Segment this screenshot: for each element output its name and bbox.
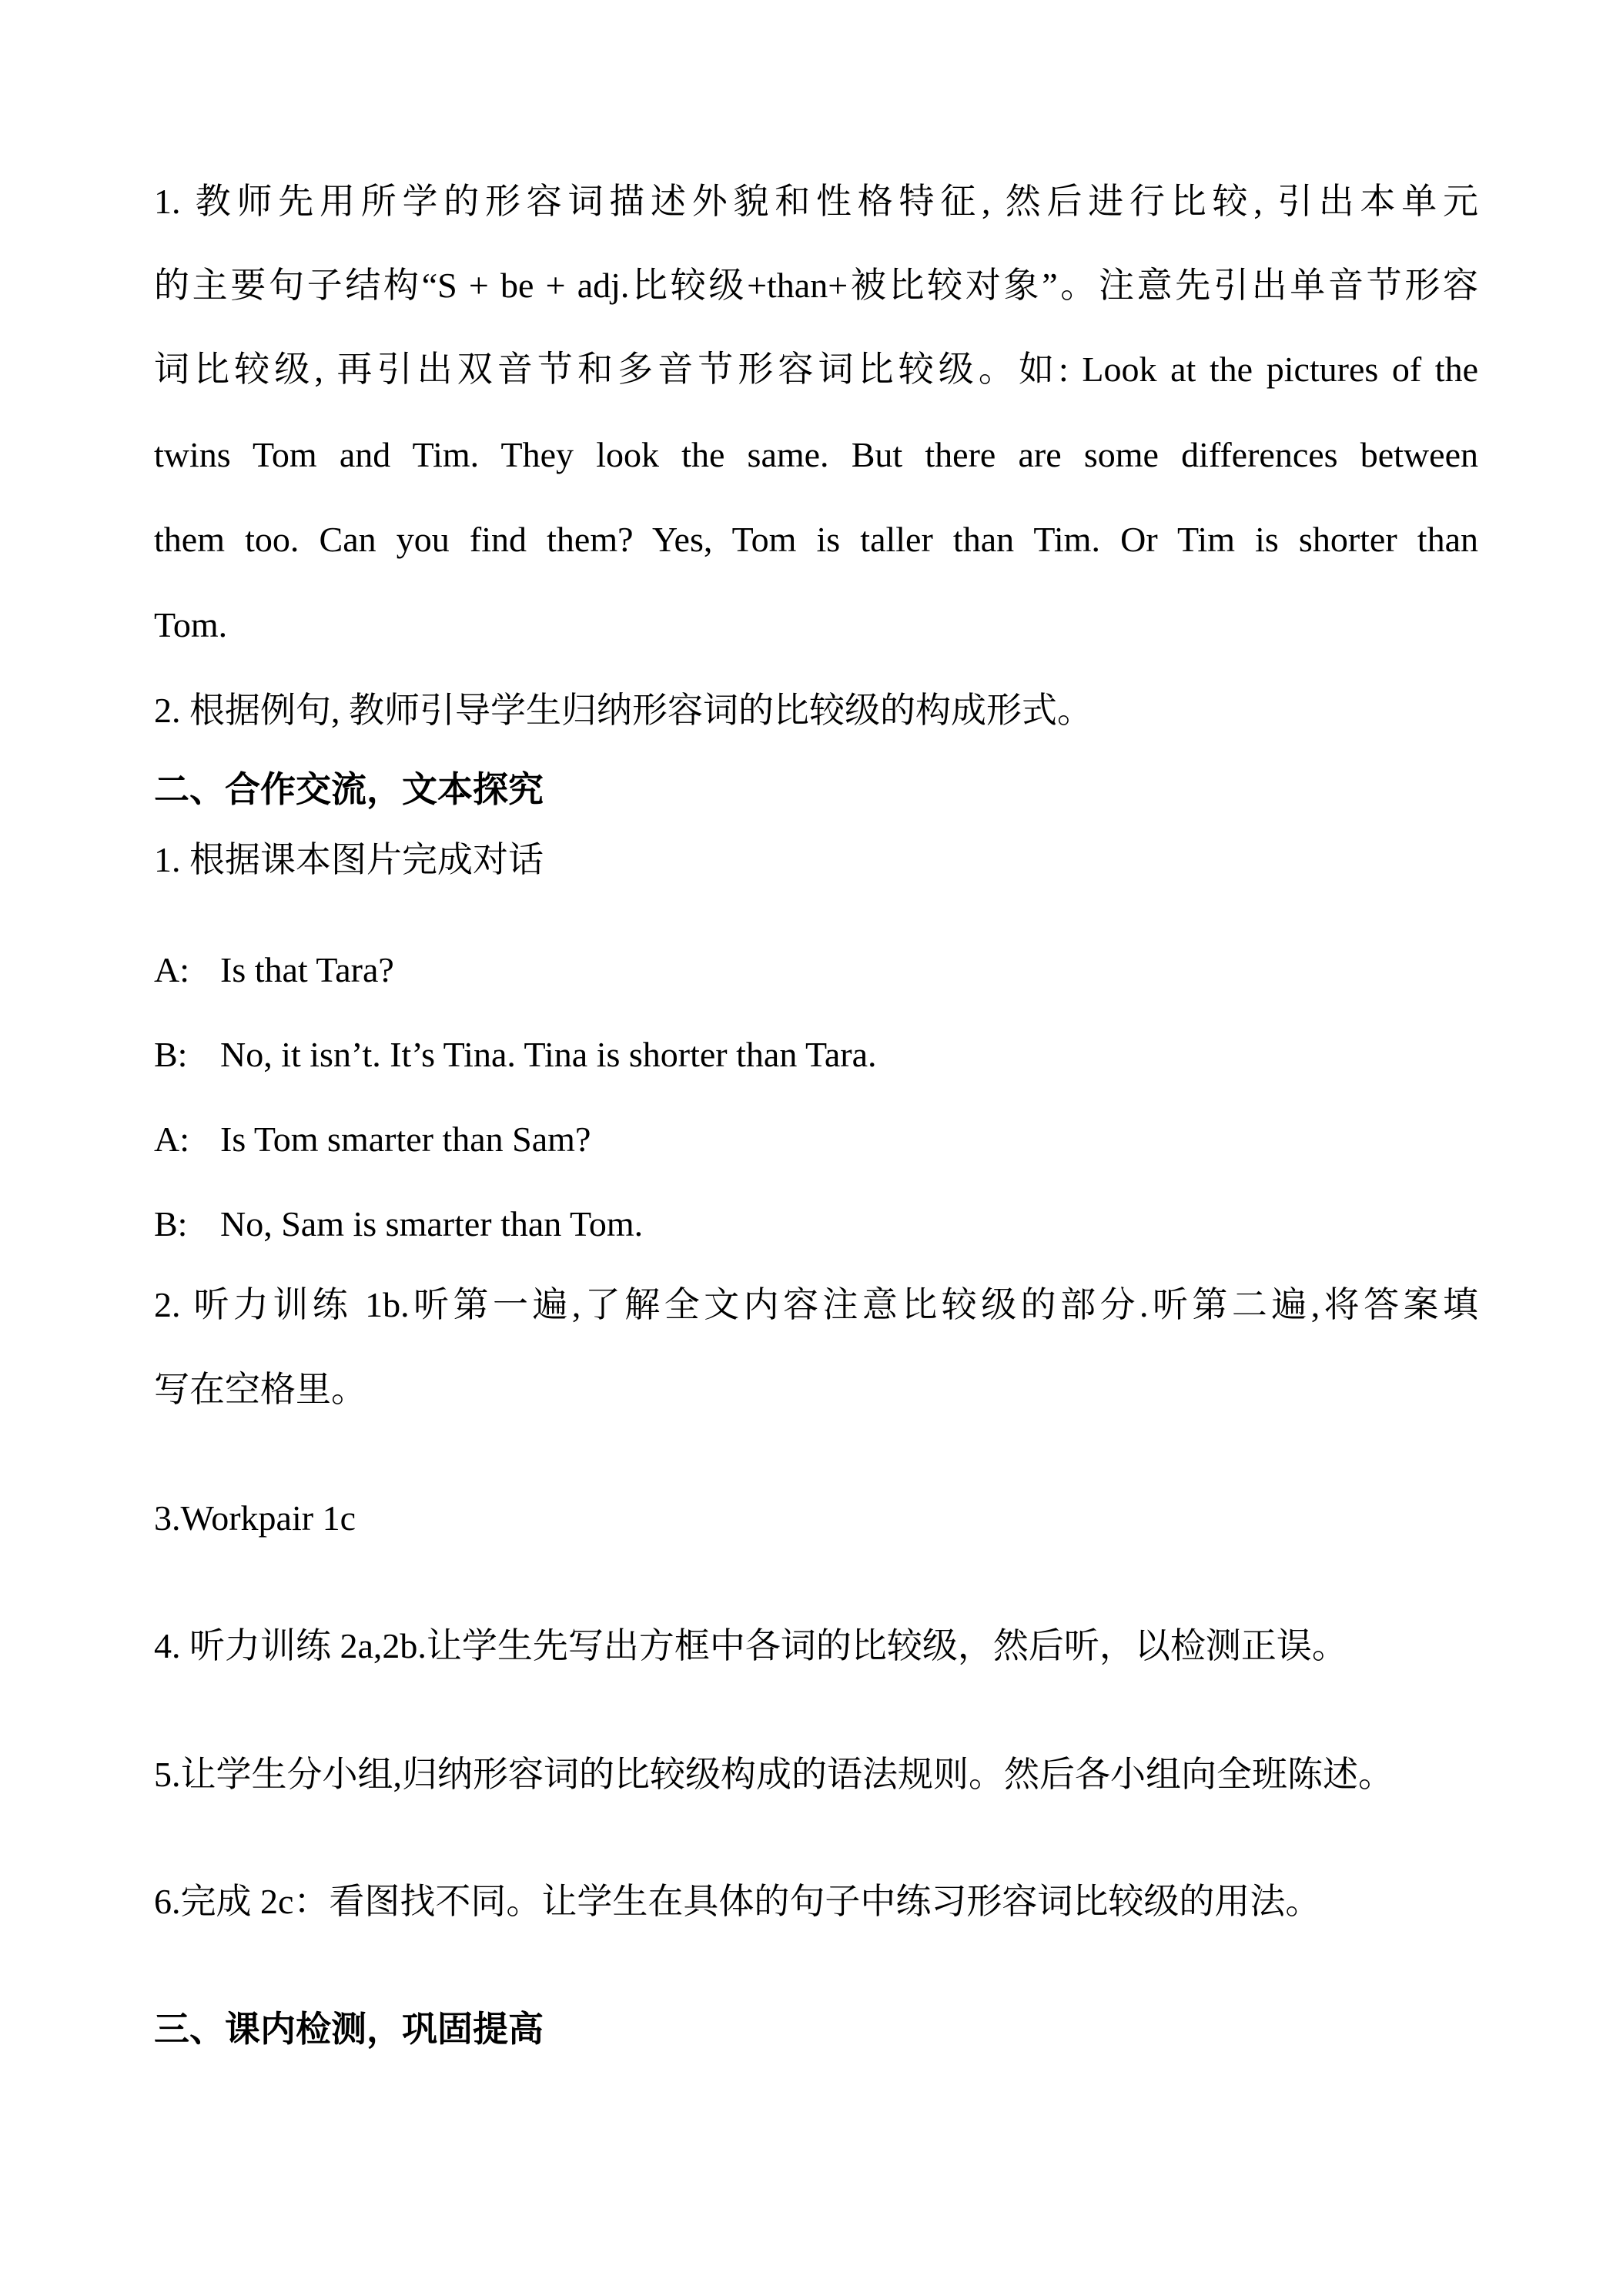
dialogue-speaker: A: [154, 1120, 189, 1159]
dialogue-speaker: B: [154, 1035, 188, 1074]
s2-item2-line-2: 写在空格里。 [154, 1370, 366, 1409]
dialogue-speaker: B: [154, 1204, 188, 1243]
dialogue-speaker: A: [154, 950, 189, 989]
s2-item5-text: 5.让学生分小组,归纳形容词的比较级构成的语法规则。然后各小组向全班陈述。 [154, 1755, 1394, 1794]
dialogue-line [154, 1201, 1478, 1247]
s2-item2-line-1: 2. 听力训练 1b.听第一遍,了解全文内容注意比较级的部分.听第二遍,将答案填 [154, 1285, 1478, 1324]
s2-item1-text: 1. 根据课本图片完成对话 [154, 840, 544, 879]
dialogue-text: No, it isn’t. It’s Tina. Tina is shorter than Tara. [220, 1035, 877, 1074]
item1-line-1: 1. 教师先用所学的形容词描述外貌和性格特征, 然后进行比较, 引出本单元 [154, 182, 1478, 221]
section-heading-3: 三、课内检测，巩固提高 [154, 2008, 544, 2050]
dialogue-text: Is that Tara? [220, 950, 394, 989]
item1-line-5: them too. Can you find them? Yes, Tom is taller than Tim. Or Tim is shorter than [154, 520, 1478, 559]
dialogue-text: No, Sam is smarter than Tom. [220, 1204, 644, 1243]
dialogue-line [154, 1032, 1478, 1078]
dialogue-line [154, 1116, 1478, 1163]
item1-line-2: 的主要句子结构“S + be + adj.比较级+than+被比较对象”。注意先引出单音节形容 [154, 266, 1478, 305]
item1-line-3: 词比较级, 再引出双音节和多音节形容词比较级。如: Look at the pictures of the [154, 350, 1478, 389]
item1-line-6: Tom. [154, 605, 228, 644]
s2-item6-text: 6.完成 2c：看图找不同。让学生在具体的句子中练习形容词比较级的用法。 [154, 1882, 1321, 1921]
s2-item3-text: 3.Workpair 1c [154, 1498, 356, 1538]
dialogue-line [154, 947, 1478, 993]
section-heading-2: 二、合作交流，文本探究 [154, 768, 544, 810]
item2-text: 2. 根据例句, 教师引导学生归纳形容词的比较级的构成形式。 [154, 691, 1093, 730]
dialogue-text: Is Tom smarter than Sam? [220, 1120, 591, 1159]
s2-item4-text: 4. 听力训练 2a,2b.让学生先写出方框中各词的比较级，然后听，以检测正误。 [154, 1626, 1347, 1665]
item1-line-4: twins Tom and Tim. They look the same. But there are some differences between [154, 435, 1478, 474]
